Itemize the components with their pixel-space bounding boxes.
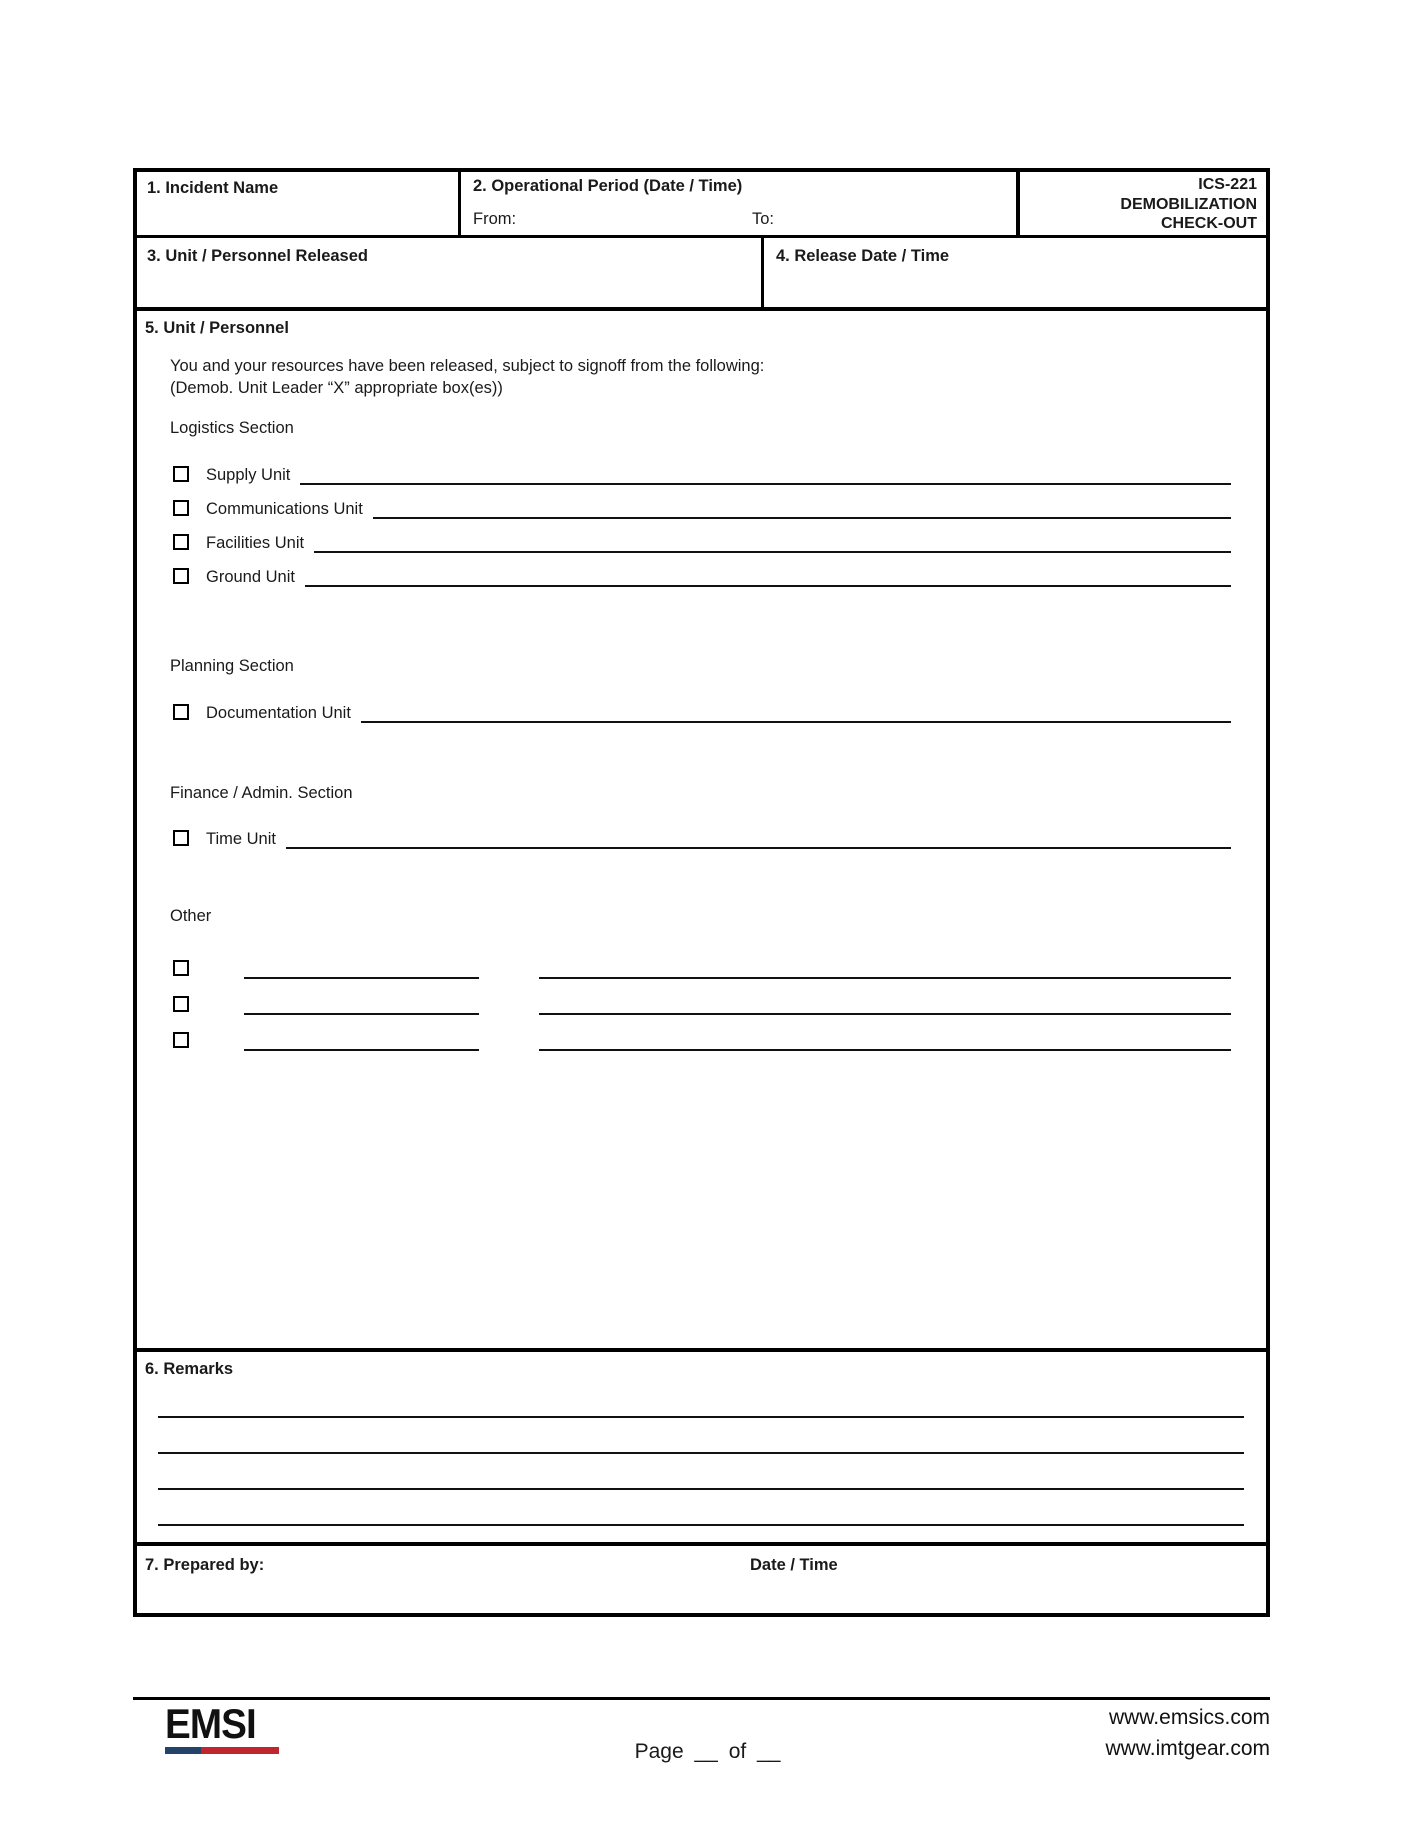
ground-unit-label: Ground Unit <box>206 568 295 586</box>
ground-unit-checkbox[interactable] <box>173 568 189 584</box>
documentation-unit-checkbox[interactable] <box>173 704 189 720</box>
checkbox-row-documentation-unit <box>173 697 1231 723</box>
from-label: From: <box>473 210 517 228</box>
other-2-checkbox[interactable] <box>173 996 189 1012</box>
checkbox-row-other-2 <box>173 989 1231 1015</box>
other-1-checkbox[interactable] <box>173 960 189 976</box>
supply-unit-checkbox[interactable] <box>173 466 189 482</box>
intro-line1: You and your resources have been released, subject to signoff from the following: <box>170 357 765 375</box>
footer-divider <box>133 1697 1270 1700</box>
checkbox-row-facilities-unit <box>173 527 1231 553</box>
supply-unit-write-in-line[interactable] <box>300 465 1231 485</box>
to-label: To: <box>752 210 775 228</box>
footer-urls <box>1105 1702 1270 1764</box>
other-2-write-in-line[interactable] <box>539 995 1231 1015</box>
prepared-date-time-label: Date / Time <box>750 1556 838 1574</box>
time-unit-write-in-line[interactable] <box>286 829 1231 849</box>
documentation-unit-write-in-line[interactable] <box>361 703 1231 723</box>
checkbox-row-time-unit <box>173 823 1231 849</box>
unit-personnel-released-field[interactable] <box>137 238 764 307</box>
facilities-unit-checkbox[interactable] <box>173 534 189 550</box>
logistics-section-heading: Logistics Section <box>170 419 294 437</box>
facilities-unit-write-in-line[interactable] <box>314 533 1231 553</box>
documentation-unit-label: Documentation Unit <box>206 704 351 722</box>
section5-label: 5. Unit / Personnel <box>145 319 289 337</box>
facilities-unit-label: Facilities Unit <box>206 534 305 552</box>
other-3-write-in-line[interactable] <box>539 1031 1231 1051</box>
supply-unit-label: Supply Unit <box>206 466 291 484</box>
form-title-line3: CHECK-OUT <box>1161 215 1257 232</box>
remarks-line-3[interactable] <box>158 1488 1244 1490</box>
section-unit-personnel <box>137 311 1266 1352</box>
emsics-url[interactable]: www.emsics.com <box>1108 1706 1270 1729</box>
time-unit-label: Time Unit <box>206 830 276 848</box>
imtgear-url[interactable]: www.imtgear.com <box>1105 1737 1270 1760</box>
page-number-blank[interactable]: __ <box>694 1740 718 1763</box>
checkbox-row-communications-unit <box>173 493 1231 519</box>
communications-unit-label: Communications Unit <box>206 500 363 518</box>
other-heading: Other <box>170 907 212 925</box>
intro-line2: (Demob. Unit Leader “X” appropriate box(es)) <box>170 379 503 397</box>
page-total-blank[interactable]: __ <box>757 1740 781 1763</box>
checkbox-row-ground-unit <box>173 561 1231 587</box>
unit-personnel-released-label: 3. Unit / Personnel Released <box>147 247 368 265</box>
remarks-line-2[interactable] <box>158 1452 1244 1454</box>
finance-admin-section-heading: Finance / Admin. Section <box>170 784 353 802</box>
page-label: Page <box>634 1740 684 1763</box>
section-remarks <box>137 1352 1266 1546</box>
time-unit-checkbox[interactable] <box>173 830 189 846</box>
section-prepared-by[interactable] <box>137 1546 1266 1613</box>
incident-name-label: 1. Incident Name <box>147 179 279 197</box>
header-row <box>137 172 1266 238</box>
of-label: of <box>728 1740 747 1763</box>
release-row <box>137 238 1266 311</box>
release-date-time-field[interactable] <box>764 238 1266 307</box>
release-date-time-label: 4. Release Date / Time <box>776 247 950 265</box>
other-1-name-line[interactable] <box>244 959 479 979</box>
checkbox-row-other-3 <box>173 1025 1231 1051</box>
other-2-name-line[interactable] <box>244 995 479 1015</box>
ground-unit-write-in-line[interactable] <box>305 567 1231 587</box>
communications-unit-checkbox[interactable] <box>173 500 189 516</box>
form-title-block <box>1020 172 1266 235</box>
operational-period-field[interactable] <box>461 172 1020 235</box>
remarks-label: 6. Remarks <box>145 1360 234 1378</box>
checkbox-row-other-1 <box>173 953 1231 979</box>
other-3-name-line[interactable] <box>244 1031 479 1051</box>
incident-name-field[interactable] <box>137 172 461 235</box>
section5-intro <box>170 355 764 399</box>
remarks-line-4[interactable] <box>158 1524 1244 1526</box>
operational-period-label: 2. Operational Period (Date / Time) <box>473 177 743 195</box>
form-id: ICS-221 <box>1198 176 1257 193</box>
planning-section-heading: Planning Section <box>170 657 294 675</box>
ics-221-form <box>133 168 1270 1617</box>
prepared-by-label: 7. Prepared by: <box>145 1556 265 1574</box>
checkbox-row-supply-unit <box>173 459 1231 485</box>
form-title-line2: DEMOBILIZATION <box>1120 195 1257 213</box>
emsi-logo-text: EMSI <box>165 1700 256 1747</box>
other-1-write-in-line[interactable] <box>539 959 1231 979</box>
communications-unit-write-in-line[interactable] <box>373 499 1231 519</box>
remarks-line-1[interactable] <box>158 1416 1244 1418</box>
other-3-checkbox[interactable] <box>173 1032 189 1048</box>
